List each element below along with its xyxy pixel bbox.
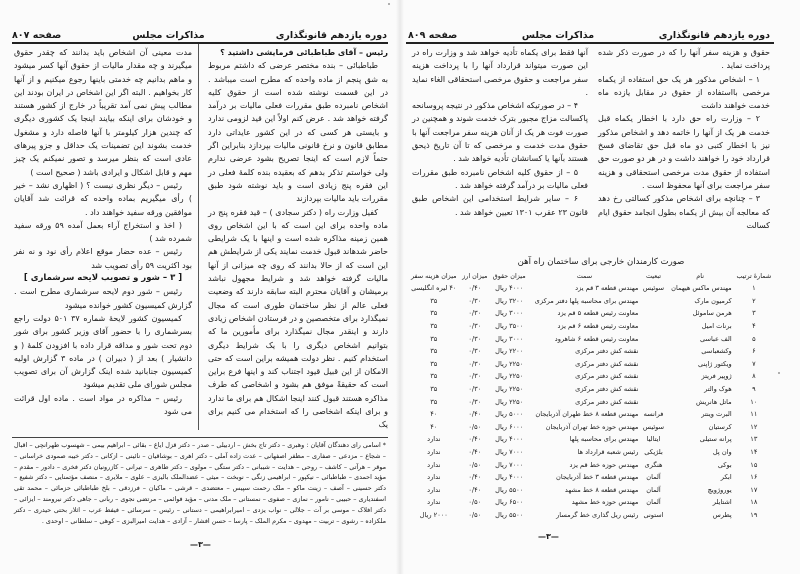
row-number-cell: ۲ (752, 296, 756, 305)
row-number-cell: ۶ (752, 347, 756, 356)
paragraph: ۱ – اشخاص مذکور هر یک حق استفاده از یکماه مرخصی بااستفاده از حقوق در مقابل یازده ماه خدمت خواهند داشت (598, 74, 770, 111)
travel-allowance-cell: ۳۵ (430, 322, 438, 331)
position-cell: مهندس برای محاسبه پلها (569, 435, 639, 444)
table-row (408, 496, 774, 509)
row-number-cell: ۸ (752, 372, 756, 381)
salary-cell: ۵۵۰۰ ریال (495, 485, 524, 494)
exchange-rate-cell: ۰/۳۰ (468, 347, 482, 356)
row-number-cell: ۱۳ (750, 435, 758, 444)
nationality-cell: فرانسه (643, 410, 664, 419)
table-row (408, 446, 774, 459)
salary-cell: ۴۰۰۰ ریال (495, 473, 524, 482)
exchange-rate-cell: ۰/۳۰ (468, 397, 482, 406)
exchange-rate-cell: ۰/۳۰ (468, 372, 482, 381)
header-rule (406, 42, 774, 44)
exchange-rate-cell: ۰/۳۰ (468, 334, 482, 343)
footnote-voter-list: * اسامی رای دهندگان آقایان : وهبری – دکتر تاج بخش – اردبیلی – صدر – دکتر قزل ایاغ – بقائی – ابراهیم بیمی – شهسوب طهرانچی – اقبال – شجاع – مزدعی – صفاری – مظفر اصفهانی – عدت زاده آملی – دکتر اهری – بوشاقیان – نائینی – ازکانی – دکتر خیبه صمودی خراسانی – موقر – هرآتی – کاشف – روحی – هدایت – شیبانی – دکتر ستگی – مولوی – دکتر طاهری – تیرانی – کازرونیان دکتر فخری – دادور – مقدم – مؤید احمدی – طباطبائی – نیکپور – ابراهیمی زنگی – نوبخت – میثی – عضدالملک بالیزی – علوی – ملایری – منصف مؤتمنایی – دکتر شفیع – دکتر حسینی – آصف – زینت ماکو – ملک رحمت سپیس – معتضدی – قرشی – ماکیان – فرزدقی – بلخ طباطبائی حزمائی – محمد تقی اسفندیاری – حبیبی – نامور – نمازی – صفوی – نمستانی – ملک مدنی – مؤید فوائمی – مرتضی نجوی – ربانی – جاهی دکتر نیرومند – ایزائی – دکتر افلاک – موسی بر آت – جلالی – نواب یزدی – امیرابراهیمی – دستانی – رئیس – سرسائی – فیفط عرب – اثلار بحتی حیدری – دکتر ملکزاده – رشوی – تربیت – مهدوی – مکرم الملک – پارسا – حسن افشار – آزادی – هدایت امیرالبزی – کوهی – سلطانی – اوحدی . (14, 441, 386, 525)
table-row (408, 484, 774, 497)
salary-cell: ۴۰۰۰ ریال (495, 284, 524, 293)
nationality-cell: سوئیس (642, 422, 665, 431)
exchange-rate-cell: ۰/۳۰ (468, 296, 482, 305)
nationality-cell (640, 320, 666, 333)
position-cell: مهندس قطعه ۸ خط مشهد (564, 485, 639, 494)
nationality-cell: هنگری (644, 460, 663, 469)
paragraph: طباطبائی – بنده مختصر عرضی که داشتم مربوط به شق پنجم از ماده واحده که مطرح است میباشد . در این قسمت نوشته شده است از حقوق کلیه اشخاص نامبرده طبق مقررات فعلی مالیات بر درآمد گرفته خواهد شد . عرض کنم اولاً این قید لزومی ندارد و بایستی هر کسی که در این کشور عایداتی دارد مطابق قانون و نرخ قانونی مالیات بپردازد بنابراین اگر حتماً لازم است که اینجا تصریح بشود عرضی ندارم ولی خواستم تذکر بدهم که بعقیده بنده کلمهٔ فعلی در این فقره پنج زیادی است و باید نوشته شود طبق مقررات باید مالیات بپردازند (208, 61, 388, 204)
staff-name-cell: اشتایلر (712, 498, 732, 507)
row-number-cell: ۷ (752, 359, 756, 368)
position-cell: مهندس قطعه ۳ خط آذربایجان (556, 473, 639, 482)
table-row (408, 320, 774, 333)
column-header: شمارهٔ ترتیب (736, 272, 772, 280)
salary-cell: ۲۲۰۰ ریال (495, 347, 524, 356)
travel-allowance-cell: ندارد (427, 448, 441, 457)
exchange-rate-cell: ۰/۴۰ (468, 448, 482, 457)
publication-title: مذاکرات مجلس (132, 30, 205, 41)
paragraph: ۶ – سایر شرایط استخدامی این اشخاص طبق قانون ۲۳ عقرب ۱۳۰۱ تعیین خواهد شد . (412, 194, 588, 217)
section-heading: [ ۳ – شور و تصویب لایحه سرشماری ] (23, 273, 183, 284)
nationality-cell (640, 383, 666, 396)
row-number-cell: ۱۴ (750, 448, 758, 457)
footnote-rule (12, 437, 388, 438)
travel-allowance-cell: ۳۵ (430, 347, 438, 356)
staff-name-cell: ژوپیر فریتز (701, 372, 732, 381)
paragraph: ۳ – چنانچه برای اشخاص مذکور کسالتی رخ دهد که معالجه آن بیش از یکماه بطول انجامد حقوق ایام کسالت (598, 194, 770, 230)
row-number-cell: ۱ (752, 284, 756, 293)
nationality-cell (640, 395, 666, 408)
table-row (408, 471, 774, 484)
nationality-cell (640, 370, 666, 383)
salary-cell: ۳۰۰۰ ریال (495, 309, 524, 318)
staff-name-cell: بوکی (717, 460, 732, 469)
publication-title: مذاکرات مجلس (521, 30, 595, 41)
position-cell: نقشه کش دفتر مرکزی (575, 359, 639, 368)
position-cell: مهندس برای محاسبه پلها دفتر مرکزی (534, 296, 639, 305)
exchange-rate-cell: ۰/۴۰ (468, 473, 482, 482)
salary-cell: ۳۲۰۰ ریال (495, 296, 524, 305)
session-label: دوره یازدهم قانونگذاری (275, 30, 387, 41)
folio: —۳— (538, 532, 559, 541)
table-row (408, 358, 774, 371)
travel-allowance-cell: ۳۵ (430, 397, 438, 406)
staff-name-cell: یوروژویچ (707, 485, 732, 494)
salary-cell: ۲۲۵۰ ریال (495, 372, 524, 381)
header-rule (12, 42, 388, 44)
nationality-cell (640, 307, 666, 320)
position-cell: رئیس شعبه قرارداد ها (577, 448, 639, 457)
travel-allowance-cell: ۳۵ (430, 296, 438, 305)
table-row (408, 345, 774, 358)
exchange-rate-cell: ۰/۴۰ (468, 485, 482, 494)
paragraph: ۲ – وزارت راه حق دارد با اخطار یکماه قبل خدمت هر یک از آنها را خاتمه دهد و اشخاص مذکور نیز با اخطار کتبی دو ماه قبل حق تقاضای فسخ قرارداد خود را خواهند داشت و در هر دو صورت حق استفاده از حقوق مدت مرخصی استحقاقی و هزینه سفر مراجعت برای آنها محفوظ است . (598, 114, 770, 190)
column-header: میزان هزینه سفر (411, 272, 457, 280)
travel-allowance-cell: ۲۰۰۰ ریال (419, 510, 448, 519)
table-row (408, 370, 774, 383)
position-cell: معاونت رئیس قطعه ۶ شاهرود (554, 334, 639, 343)
staff-name-cell: الف عباسی (699, 334, 732, 343)
exchange-rate-cell: ۰/۳۰ (468, 385, 482, 394)
exchange-rate-cell: ۰/۴۰ (468, 284, 482, 293)
right-page-left-column (412, 46, 588, 219)
salary-cell: ۶۰۰۰ ریال (495, 422, 524, 431)
salary-cell: ۷۰۰۰ ریال (495, 460, 524, 469)
nationality-cell: آلمان (646, 498, 661, 507)
position-cell: معاونت رئیس قطعه ۶ قم یزد (557, 322, 639, 331)
travel-allowance-cell: ۳۵ (430, 309, 438, 318)
table-row (408, 395, 774, 408)
staff-name-cell: هوک والتر (704, 385, 732, 394)
row-number-cell: ۱۷ (750, 485, 758, 494)
table-row (408, 458, 774, 471)
staff-name-cell: هرمن ساموئل (692, 309, 732, 318)
position-cell: نقشه کش دفتر مرکزی (575, 372, 639, 381)
salary-cell: ۵۰۰۰ ریال (495, 410, 524, 419)
staff-name-cell: برنات امیل (701, 322, 732, 331)
row-number-cell: ۱۸ (750, 498, 758, 507)
staff-name-cell: البرت وینتر (701, 410, 732, 419)
column-header: تبعیت (646, 272, 661, 280)
staff-name-cell: وکشعباسی (701, 347, 732, 356)
staff-name-cell: پطرس (712, 510, 732, 519)
paragraph: رئیس – مذاکره در مواد است . ماده اول قرائت می شود (14, 393, 192, 417)
salary-cell: ۳۰۰۰ ریال (495, 334, 524, 343)
column-header: سمت (576, 272, 593, 280)
folio: —۳— (190, 540, 211, 549)
paragraph: رئیس – عده حضار موقع اعلام رأی نود و نه نفر بود اکثریت ۵۹ رأی تصویب شد (14, 247, 192, 270)
row-number-cell: ۱۵ (750, 460, 758, 469)
column-divider (198, 44, 199, 430)
exchange-rate-cell: ۰/۵۰ (468, 460, 482, 469)
position-cell: مهندس قطعه ۳ قم یزد (575, 284, 639, 293)
nationality-cell (640, 345, 666, 358)
nationality-cell: بلژیکی (644, 448, 663, 457)
position-cell: مهندس قطعه ۸ خط طهران آذربایجان (535, 410, 639, 419)
page-number: صفحه ۸۰۹ (408, 30, 458, 41)
travel-allowance-cell: ۳۵ (430, 359, 438, 368)
salary-cell: ۵۵۰۰ ریال (495, 510, 524, 519)
staff-name-cell: کرمیون مارک (694, 296, 732, 305)
session-label: دوره یازدهم قانونگذاری (658, 30, 770, 41)
nationality-cell (640, 332, 666, 345)
right-page (402, 0, 800, 574)
nationality-cell: ایتالیا (646, 435, 661, 444)
table-body (408, 282, 774, 521)
travel-allowance-cell: ۳۵ (430, 372, 438, 381)
table-header-row (408, 270, 774, 282)
staff-name-cell: مهندس ماکس هیهمان (671, 284, 732, 293)
column-header: نام (696, 272, 704, 280)
table-row (408, 509, 774, 522)
travel-allowance-cell: ندارد (427, 498, 441, 507)
table-row (408, 383, 774, 396)
salary-cell: ۲۲۵۰ ریال (495, 359, 524, 368)
staff-name-cell: کرستیان (708, 422, 732, 431)
staff-name-cell: ابکر (720, 473, 732, 482)
staff-name-cell: پرانه ستیلی (699, 435, 732, 444)
table-row (408, 282, 774, 295)
travel-allowance-cell: ۳۵ (430, 334, 438, 343)
paragraph: آنها فقط برای یکماه تأدیه خواهد شد و وزارت راه در این صورت میتواند قرارداد آنها را با پرداخت هزینه سفر مراجعت و حقوق مرخصی استحقاقی الغاء نماید . (412, 48, 588, 97)
table-row (408, 433, 774, 446)
page-number: صفحه ۸۰۷ (12, 30, 62, 41)
paragraph: ۵ – از حقوق کلیه اشخاص نامبرده طبق مقررات فعلی مالیات بر درآمد گرفته خواهد شد . (412, 167, 588, 190)
scan-speck (388, 3, 390, 5)
position-cell: معاونت رئیس قطعه ۵ قم یزد (557, 309, 639, 318)
exchange-rate-cell: ۰/۵۰ (468, 510, 482, 519)
travel-allowance-cell: ندارد (427, 435, 441, 444)
paragraph: رئیس – شور دوم لایحه سرشماری مطرح است . گزارش کمیسیون کشور خوانده میشود (14, 287, 192, 310)
travel-allowance-cell: ۴۰ (430, 422, 438, 431)
table-title: صورت کارمندان خارجی برای ساختمان راه آهن (517, 257, 685, 267)
paragraph: رئیس – دیگر نظری نیست ؟ ( اظهاری نشد – خیر ) رأی میگیریم بماده واحده که قرائت شد آقایان موافقین ورقه سفید خواهند داد . (14, 180, 192, 217)
position-cell: مهندس حوزه خط قم یزد (569, 460, 639, 469)
salary-cell: ۳۵۰۰ ریال (495, 322, 524, 331)
salary-cell: ۷۰۰۰ ریال (495, 448, 524, 457)
row-number-cell: ۵ (752, 334, 756, 343)
position-cell: مهندس حوزه خط مشهد (571, 498, 639, 507)
nationality-cell: استونی (643, 510, 664, 519)
exchange-rate-cell: ۰/۴۰ (468, 410, 482, 419)
table-row (408, 295, 774, 308)
position-cell: مهندس حوزه خط تهران آذربایجان (545, 422, 639, 431)
row-number-cell: ۴ (752, 322, 756, 331)
row-number-cell: ۱۰ (750, 397, 758, 406)
paragraph: ( اخذ و استخراج آراء بعمل آمده ۵۹ ورقه سفید شمرده شد ) (14, 220, 192, 244)
table-row (408, 421, 774, 434)
exchange-rate-cell: ۰/۳۰ (468, 359, 482, 368)
staff-name-cell: ویکتور ژاپنی (698, 359, 732, 368)
table-row (408, 307, 774, 320)
row-number-cell: ۱۹ (750, 510, 758, 519)
right-page-right-column (598, 46, 770, 232)
row-number-cell: ۱۱ (750, 410, 758, 419)
foreign-staff-table (408, 270, 774, 521)
right-running-head (408, 27, 770, 41)
nationality-cell (640, 295, 666, 308)
position-cell: نقشه کش دفتر مرکزی (575, 347, 639, 356)
exchange-rate-cell: ۰/۳۰ (468, 322, 482, 331)
left-running-head (12, 27, 387, 41)
row-number-cell: ۱۲ (750, 422, 758, 431)
salary-cell: ۲۲۵۰ ریال (495, 397, 524, 406)
position-cell: رئیس ریل گذاری خط گرمسار (556, 510, 639, 519)
paragraph: مدت معینی آن اشخاص باید بدانند که چقدر حقوق میگیرند و چه مقدار مالیات از حقوق آنها کسر میشود و ماهم بدانیم چه خدمتی باینها رجوع میکنیم و از آنها کار بخواهیم . البته اگر این اشخاص در ایران بودند این مطالب پیش نمی آمد تقریباً در خارج از کشور هستند و خودشان برای اینکه بیایند اینجا یک کشوری دیگری که چندین هزار کیلومتر با آنها فاصله دارد و مشغول خدمت بشوند این تضمینات یک حداقل و جزو پیرهای عادی است که بنظر میرسد و تصور نمیکنم یک چیز مهم و قابل اشکال و ایرادی باشد ( صحیح است ) (14, 48, 192, 177)
exchange-rate-cell: ۰/۵۰ (468, 498, 482, 507)
travel-allowance-cell: ندارد (427, 473, 441, 482)
travel-allowance-cell: ندارد (427, 460, 441, 469)
paragraph: ۴ – در صورتیکه اشخاص مذکور در نتیجه پروسانحه پاکسالت مزاج مجبور بترک خدمت شوند و همچنین در صورت فوت هر یک از آنان هزینه سفر مراجعت آنها با حقوق مدت خدمت و مرخصی که تا آن تاریخ ذیحق هستند بآنها یا کسانشان تأدیه خواهد شد . (412, 101, 588, 164)
exchange-rate-cell: ۰/۳۰ (468, 309, 482, 318)
nationality-cell: آلمان (646, 485, 661, 494)
scan-speck (778, 372, 780, 374)
nationality-cell (640, 358, 666, 371)
exchange-rate-cell: ۰/۵۰ (468, 422, 482, 431)
position-cell: نقشه کش دفتر مرکزی (575, 397, 639, 406)
travel-allowance-cell: ندارد (427, 485, 441, 494)
staff-name-cell: ماتل هانریش (696, 397, 732, 406)
paragraph: حقوق و هزینه سفر آنها را که در صورت ذکر شده پرداخت نماید . (598, 48, 770, 71)
travel-allowance-cell: ۴۰ لیره انگلیسی (411, 284, 457, 293)
column-header: میزان حقوق (492, 272, 526, 280)
travel-allowance-cell: ۳۵ (430, 385, 438, 394)
exchange-rate-cell: ۰/۴۰ (468, 435, 482, 444)
table-row (408, 332, 774, 345)
row-number-cell: ۹ (752, 385, 756, 394)
paragraph: کمیسیون کشور لایحهٔ شماره ۳۷ ۵۰۱ دولت راجع بسرشماری را با حضور آقای وزیر کشور برای شور دوم تحت شور و مداقه قرار داده با افزودن کلمهٔ ( و دانشیار ) بعد از ( دبیران ) در ماده ۳ گزارش اولیه کمیسیون جنابانید شده اینک گزارش آن برای تصویب مجلس شورای ملی تقدیم میشود (14, 313, 193, 390)
salary-cell: ۴۰۰۰ ریال (495, 435, 524, 444)
travel-allowance-cell: ۴۰ (430, 410, 438, 419)
paragraph: کفیل وزارت راه ( دکتر سجادی ) – قید فقره پنج در ماده واحده برای این است که با این اشخاص روی همین زمینه مذاکره شده است و اینها با یک شرایطی حاضر شدهاند قبول خدمت نمایند یکی از شرایطش هم این است که از حالا بدانند که روی چه میزانی از آنها مالیات گرفته خواهد شد و شرایط مجهول نباشد برمیشان و آقایان محترم البته سابقه دارند که وضعیت فعلی عالم از نظر ساختمان طوری است که مجال نمیگذارد برای متخصصین و در فرستادن اشخاص زیادی دارند و اینقدر مجال نمیگذارد برای مأمورین ما که بتوانیم اشخاص دیگری را با یک شرایط دیگری استخدام کنیم . نظر دولت همیشه براین است که حتی الامکان از این قبیل قیود اجتناب کند و اینها فرع براین است که حقیقةً موفق هم بشود و اشخاصی که طرف مذاکره هستند قبول کنند اینجا اشکال هم برای ما ندارد و برای اینکه اشخاصی را که استخدام می کنیم برای یک (208, 207, 388, 430)
paragraph: رئیس – آقای طباطبائی فرمایشی داشتید ؟ (220, 48, 388, 57)
table-row (408, 408, 774, 421)
left-page-right-column (208, 46, 388, 432)
column-header: میزان ارز (462, 272, 488, 280)
row-number-cell: ۳ (752, 309, 756, 318)
salary-cell: ۶۵۰۰ ریال (495, 498, 524, 507)
staff-name-cell: وان پل (712, 448, 732, 457)
nationality-cell: سوئیس (642, 284, 665, 293)
salary-cell: ۲۲۵۰ ریال (495, 385, 524, 394)
row-number-cell: ۱۶ (750, 473, 758, 482)
nationality-cell: آلمان (646, 473, 661, 482)
left-page-left-column (14, 46, 192, 418)
position-cell: نقشه کش دفتر مرکزی (575, 385, 639, 394)
